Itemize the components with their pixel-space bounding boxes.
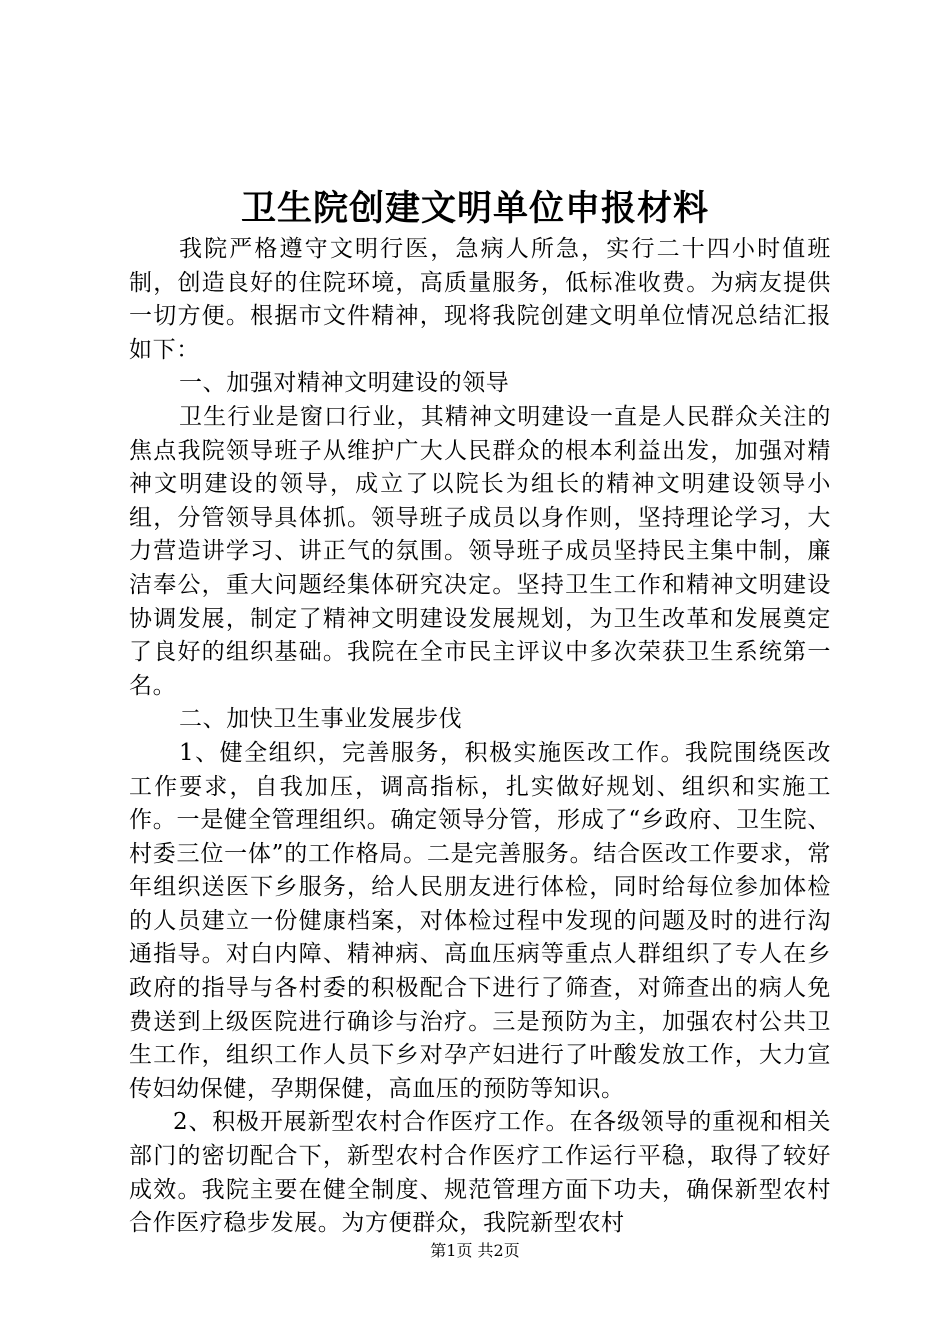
- section-heading-2: 二、加快卫生事业发展步伐: [179, 706, 463, 733]
- section-1-paragraph: 卫生行业是窗口行业，其精神文明建设一直是人民群众关注的焦点我院领导班子从维护广大人民群众的根本利益出发，加强对精神文明建设的领导，成立了以院长为组长的精神文明建设领导小组，分管领导具体抓。领导班子成员以身作则，坚持理论学习，大力营造讲学习、讲正气的氛围。领导班子成员坚持民主集中制，廉洁奉公，重大问题经集体研究决定。坚持卫生工作和精神文明建设协调发展，制定了精神文明建设发展规划，为卫生改革和发展奠定了良好的组织基础。我院在全市民主评议中多次荣获卫生系统第一名。: [129, 403, 831, 699]
- section-2-item-2-paragraph: 2、积极开展新型农村合作医疗工作。在各级领导的重视和相关部门的密切配合下，新型农村合作医疗工作运行平稳，取得了较好成效。我院主要在健全制度、规范管理方面下功夫，确保新型农村合作医疗稳步发展。为方便群众，我院新型农村: [129, 1109, 831, 1237]
- page-number: 第1页 共2页: [430, 1241, 520, 1260]
- document-body: [129, 233, 831, 1241]
- section-heading-1: 一、加强对精神文明建设的领导: [179, 370, 510, 397]
- intro-paragraph: 我院严格遵守文明行医，急病人所急，实行二十四小时值班制，创造良好的住院环境，高质量服务，低标准收费。为病友提供一切方便。根据市文件精神，现将我院创建文明单位情况总结汇报如下：: [129, 236, 831, 363]
- document-title: 卫生院创建文明单位申报材料: [240, 189, 709, 229]
- section-2-item-1-paragraph: 1、健全组织，完善服务，积极实施医改工作。我院围绕医改工作要求，自我加压，调高指标，扎实做好规划、组织和实施工作。一是健全管理组织。确定领导分管，形成了“乡政府、卫生院、村委三位一体”的工作格局。二是完善服务。结合医改工作要求，常年组织送医下乡服务，给人民朋友进行体检，同时给每位参加体检的人员建立一份健康档案，对体检过程中发现的问题及时的进行沟通指导。对白内障、精神病、高血压病等重点人群组织了专人在乡政府的指导与各村委的积极配合下进行了筛查，对筛查出的病人免费送到上级医院进行确诊与治疗。三是预防为主，加强农村公共卫生工作，组织工作人员下乡对孕产妇进行了叶酸发放工作，大力宣传妇幼保健，孕期保健，高血压的预防等知识。: [129, 739, 831, 1102]
